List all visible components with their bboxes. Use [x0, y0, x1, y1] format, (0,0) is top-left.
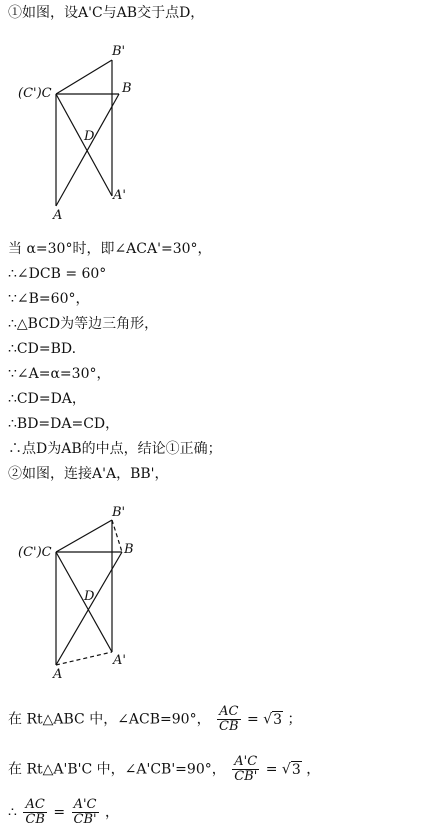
segment-BB-prime-dashed	[112, 520, 122, 552]
line-3: ∵∠B=60°，	[8, 291, 90, 307]
line-6: ∵∠A=α=30°，	[8, 366, 111, 382]
label-A: A	[53, 667, 63, 682]
line-8: ∴BD=DA=CD，	[8, 416, 120, 432]
sqrt-expression: √3	[281, 761, 301, 778]
label-A-prime: A'	[113, 653, 126, 668]
line-7: ∴CD=DA，	[8, 391, 86, 407]
fraction-a-prime-c-over-cb-prime	[232, 755, 259, 784]
sqrt-radicand: 3	[273, 711, 283, 728]
fraction-a-prime-c-over-cb-prime	[72, 798, 99, 827]
line-11	[8, 705, 301, 734]
equals-sign: =	[265, 761, 278, 778]
equals-sign: =	[53, 804, 66, 821]
line-1: 当 α=30°时，即∠ACA'=30°，	[8, 241, 212, 257]
label-A-prime: A'	[113, 188, 126, 203]
label-D: D	[84, 589, 95, 604]
label-B-prime: B'	[112, 44, 126, 59]
line-5: ∴CD=BD.	[8, 341, 77, 357]
label-C: (C')C	[18, 86, 52, 101]
fraction-numerator: A'C	[72, 798, 99, 813]
label-B: B	[122, 81, 132, 96]
line-11-end: ；	[287, 711, 302, 728]
sqrt-radicand: 3	[291, 761, 301, 778]
line-13-end: ，	[105, 804, 120, 821]
line-12-end: ，	[306, 761, 321, 778]
fraction-denominator: CB'	[73, 812, 97, 827]
label-B: B	[124, 542, 134, 557]
fraction-denominator: CB'	[234, 769, 258, 784]
fraction-numerator: AC	[23, 798, 47, 813]
segment-CA-prime	[56, 94, 112, 196]
fraction-ac-over-cb	[23, 798, 47, 827]
sqrt-expression: √3	[263, 711, 283, 728]
line-13	[8, 798, 119, 827]
segment-CB-prime	[56, 520, 112, 552]
label-C: (C')C	[18, 545, 52, 560]
fraction-ac-over-cb	[217, 705, 241, 734]
label-D: D	[84, 129, 95, 144]
line-12-prefix: 在 Rt△A'B'C 中，∠A'CB'=90°，	[8, 761, 226, 778]
label-B-prime: B'	[112, 505, 126, 520]
fraction-numerator: AC	[217, 705, 241, 720]
fraction-denominator: CB	[25, 812, 45, 827]
line-4: ∴△BCD为等边三角形，	[8, 316, 159, 332]
geometry-figure-1	[0, 28, 200, 228]
line-2: ∴∠DCB = 60°	[8, 266, 107, 282]
segment-AA-prime-dashed	[56, 652, 112, 665]
fraction-numerator: A'C	[232, 755, 259, 770]
line-13-prefix: ∴	[8, 804, 17, 821]
line-9: ∴点D为AB的中点，结论①正确；	[8, 441, 222, 457]
line-11-prefix: 在 Rt△ABC 中，∠ACB=90°，	[8, 711, 211, 728]
line-10: ②如图，连接A'A，BB'，	[8, 466, 169, 482]
segment-CB-prime	[56, 60, 112, 94]
line-intro: ①如图，设A'C与AB交于点D，	[8, 5, 205, 21]
label-A: A	[53, 208, 63, 223]
equals-sign: =	[247, 711, 259, 728]
line-12	[8, 755, 320, 784]
geometry-figure-2	[0, 500, 200, 690]
fraction-denominator: CB	[219, 719, 239, 734]
